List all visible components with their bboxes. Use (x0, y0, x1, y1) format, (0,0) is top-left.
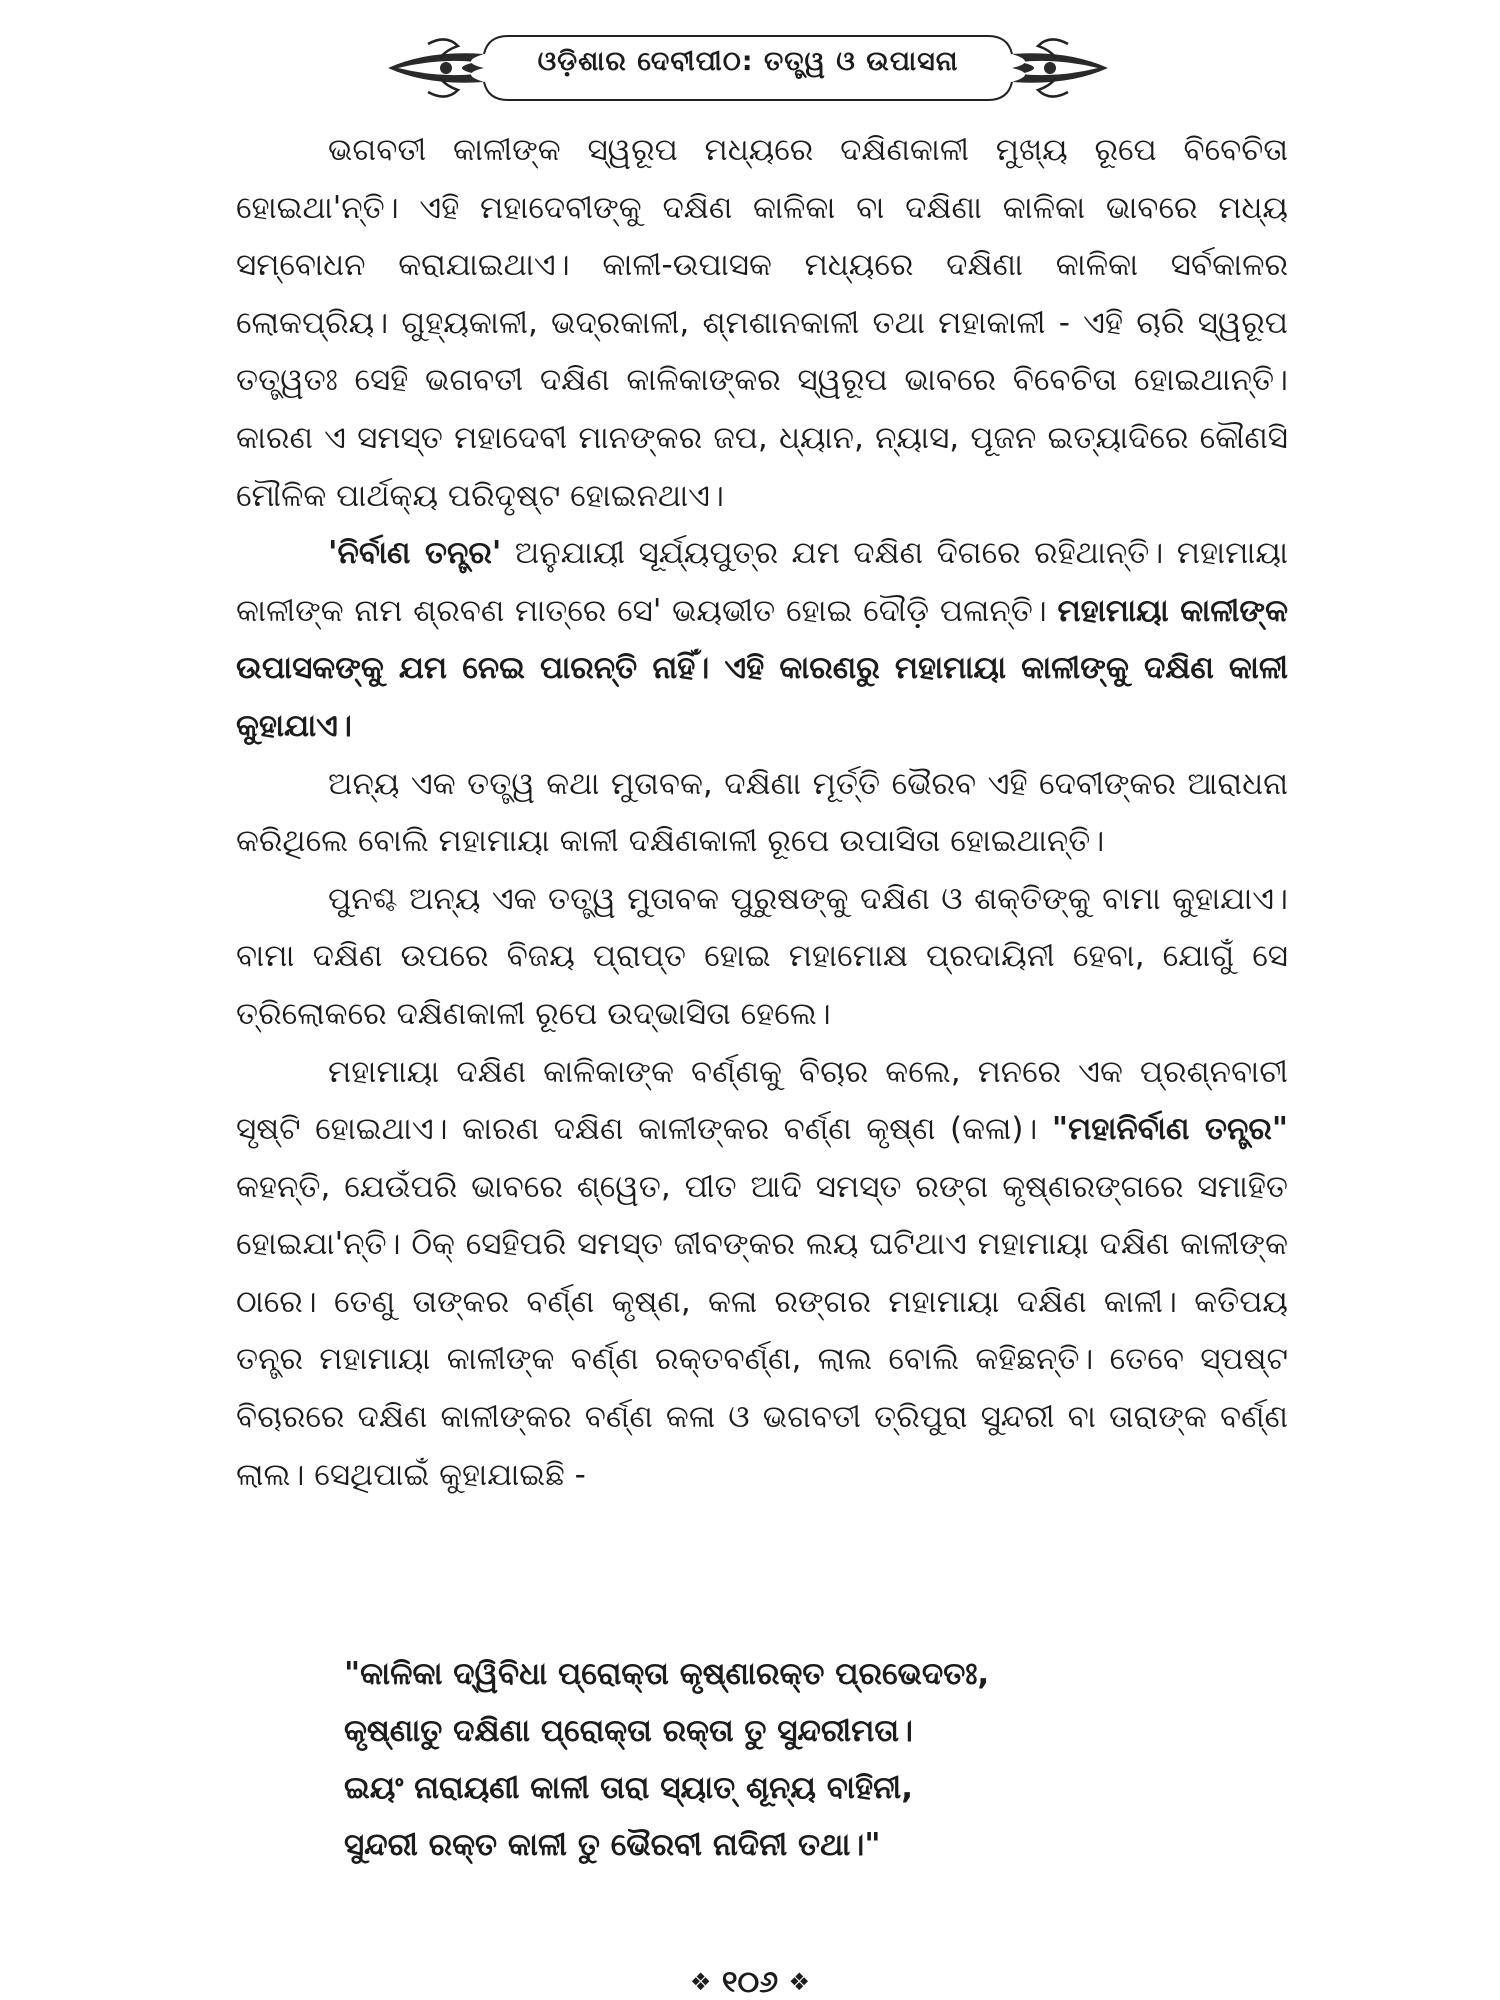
verse-line: "କାଳିକା ଦ୍ୱିବିଧା ପ୍ରୋକ୍ତା କୃଷ୍ଣାରକ୍ତ ପ୍ରଭେଦତଃ, (344, 1656, 990, 1692)
verse-line: ସୁନ୍ଦରୀ ରକ୍ତ କାଳୀ ତୁ ଭୈରବୀ ନାଦିନୀ ତଥା।" (344, 1827, 881, 1863)
paragraph-text: ମହାମାୟା ଦକ୍ଷିଣ କାଳିକାଙ୍କ ବର୍ଣ୍ଣକୁ ବିଚାର କଲେ, ମନରେ ଏକ ପ୍ରଶ୍ନବାଚୀ ସୃଷ୍ଟି ହୋଇଥାଏ। କାରଣ ଦକ୍ଷିଣ କାଳୀଙ୍କର ବର୍ଣ୍ଣ କୃଷ୍ଣ (କଳା)। (236, 1053, 1288, 1148)
main-text (236, 122, 1288, 1504)
paragraph (236, 1044, 1288, 1505)
running-header (388, 28, 1108, 108)
page-footer (600, 1965, 900, 2000)
emphasis-text: "ମହାନିର୍ବାଣ ତନ୍ତ୍ର" (1051, 1111, 1289, 1148)
diamond-ornament-icon: ❖ (788, 1968, 811, 1996)
verse-line: ଇୟଂ ନାରାୟଣୀ କାଳୀ ତାରା ସ୍ୟାତ୍ ଶୂନ୍ୟ ବାହିନୀ, (344, 1770, 913, 1806)
emphasis-text: 'ନିର୍ବାଣ ତନ୍ତ୍ର' (328, 535, 502, 572)
emphasis-text: ମହାମାୟା କାଳୀଙ୍କ ଉପାସକଙ୍କୁ ଯମ ନେଇ ପାରନ୍ତି ନାହିଁ। ଏହି କାରଣରୁ ମହାମାୟା କାଳୀଙ୍କୁ ଦକ୍ଷିଣ କାଳୀ କୁହାଯାଏ। (236, 592, 1288, 744)
header-title: ଓଡ଼ିଶାର ଦେବୀପୀଠ: ତତ୍ତ୍ୱ ଓ ଉପାସନା (537, 46, 959, 77)
diamond-ornament-icon: ❖ (689, 1968, 712, 1996)
paragraph: ପୁନଶ୍ଚ ଅନ୍ୟ ଏକ ତତ୍ତ୍ୱ ମୁତାବକ ପୁରୁଷଙ୍କୁ ଦକ୍ଷିଣ ଓ ଶକ୍ତିଙ୍କୁ ବାମା କୁହାଯାଏ। ବାମା ଦକ୍ଷିଣ ଉପରେ ବିଜୟ ପ୍ରାପ୍ତ ହୋଇ ମହାମୋକ୍ଷ ପ୍ରଦାୟିନୀ ହେବା, ଯୋଗୁଁ ସେ ତ୍ରିଲୋକରେ ଦକ୍ଷିଣକାଳୀ ରୂପେ ଉଦ୍ଭାସିତା ହେଲେ। (236, 880, 1288, 1032)
paragraph: ଭଗବତୀ କାଳୀଙ୍କ ସ୍ୱରୂପ ମଧ୍ୟରେ ଦକ୍ଷିଣକାଳୀ ମୁଖ୍ୟ ରୂପେ ବିବେଚିତା ହୋଇଥା'ନ୍ତି। ଏହି ମହାଦେବୀଙ୍କୁ ଦକ୍ଷିଣ କାଳିକା ବା ଦକ୍ଷିଣା କାଳିକା ଭାବରେ ମଧ୍ୟ ସମ୍ବୋଧନ କରାଯାଇଥାଏ। କାଳୀ-ଉପାସକ ମଧ୍ୟରେ ଦକ୍ଷିଣା କାଳିକା ସର୍ବକାଳର ଲୋକପ୍ରିୟ। ଗୁହ୍ୟକାଳୀ, ଭଦ୍ରକାଳୀ, ଶ୍ମଶାନକାଳୀ ତଥା ମହାକାଳୀ - ଏହି ଚାରି ସ୍ୱରୂପ ତତ୍ତ୍ୱତଃ ସେହି ଭଗବତୀ ଦକ୍ଷିଣ କାଳିକାଙ୍କର ସ୍ୱରୂପ ଭାବରେ ବିବେଚିତା ହୋଇଥାନ୍ତି। କାରଣ ଏ ସମସ୍ତ ମହାଦେବୀ ମାନଙ୍କର ଜପ, ଧ୍ୟାନ, ନ୍ୟାସ, ପୂଜନ ଇତ୍ୟାଦିରେ କୌଣସି ମୌଳିକ ପାର୍ଥକ୍ୟ ପରିଦୃଷ୍ଟ ହୋଇନଥାଏ। (236, 132, 1288, 514)
paragraph-text: ଅନୁଯାୟୀ ସୂର୍ଯ୍ୟପୁତ୍ର ଯମ ଦକ୍ଷିଣ ଦିଗରେ ରହିଥାନ୍ତି। ମହାମାୟା କାଳୀଙ୍କ ନାମ ଶ୍ରବଣ ମାତ୍ରେ ସେ' ଭୟଭୀତ ହୋଇ ଦୌଡ଼ି ପଳାନ୍ତି। (236, 535, 1288, 629)
paragraph-text: କହନ୍ତି, ଯେଉଁପରି ଭାବରେ ଶ୍ୱେତ, ପୀତ ଆଦି ସମସ୍ତ ରଙ୍ଗ କୃଷ୍ଣରଙ୍ଗରେ ସମାହିତ ହୋଇଯା'ନ୍ତି। ଠିକ୍ ସେହିପରି ସମସ୍ତ ଜୀବଙ୍କର ଲୟ ଘଟିଥାଏ ମହାମାୟା ଦକ୍ଷିଣ କାଳୀଙ୍କ ଠାରେ। ତେଣୁ ତାଙ୍କର ବର୍ଣ୍ଣ କୃଷ୍ଣ, କଳା ରଙ୍ଗର ମହାମାୟା ଦକ୍ଷିଣ କାଳୀ। କତିପୟ ତନ୍ତ୍ର ମହାମାୟା କାଳୀଙ୍କ ବର୍ଣ୍ଣ ରକ୍ତବର୍ଣ୍ଣ, ଲାଲ ବୋଲି କହିଛନ୍ତି। ତେବେ ସ୍ପଷ୍ଟ ବିଚାରରେ ଦକ୍ଷିଣ କାଳୀଙ୍କର ବର୍ଣ୍ଣ କଳା ଓ ଭଗବତୀ ତ୍ରିପୁରା ସୁନ୍ଦରୀ ବା ତାରାଙ୍କ ବର୍ଣ୍ଣ ଲାଲ। ସେଥିପାଇଁ କୁହାଯାଇଛି - (236, 1168, 1288, 1493)
verse-block (344, 1646, 1244, 1874)
paragraph: ଅନ୍ୟ ଏକ ତତ୍ତ୍ୱ କଥା ମୁତାବକ, ଦକ୍ଷିଣା ମୂର୍ତ୍ତି ଭୈରବ ଏହି ଦେବୀଙ୍କର ଆରାଧନା କରିଥିଲେ ବୋଲି ମହାମାୟା କାଳୀ ଦକ୍ଷିଣକାଳୀ ରୂପେ ଉପାସିତା ହୋଇଥାନ୍ତି। (236, 765, 1288, 860)
paragraph (236, 525, 1288, 755)
page-number: ୧୦୬ (721, 1965, 779, 2000)
verse-line: କୃଷ୍ଣାତୁ ଦକ୍ଷିଣା ପ୍ରୋକ୍ତା ରକ୍ତା ତୁ ସୁନ୍ଦରୀମତା। (344, 1713, 913, 1749)
